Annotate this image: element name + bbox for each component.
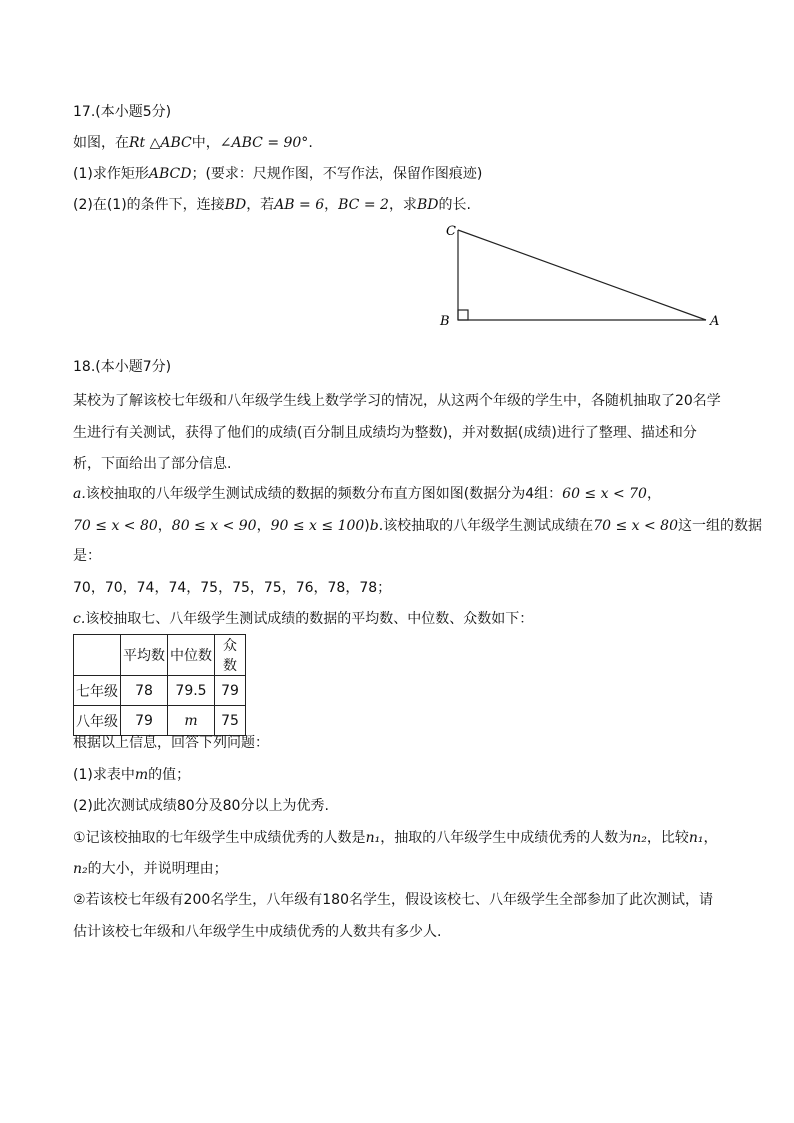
q18-sub2-line2: 估计该校七年级和八年级学生中成绩优秀的人数共有多少人. [73, 924, 442, 940]
table-header-cell: 中位数 [168, 635, 215, 676]
table-header-row [74, 635, 246, 676]
label-a: A [710, 314, 720, 329]
q17-part2-text: (2)在(1)的条件下，连接 [73, 197, 225, 213]
q18-b-cont: 是： [73, 548, 101, 564]
side-ca [458, 230, 706, 320]
q18-intro-line3: 析，下面给出了部分信息. [73, 456, 232, 472]
right-triangle-figure [430, 218, 730, 336]
q17-stem-math-angle: ∠ABC = 90° [219, 135, 309, 151]
q18-a-sep2: ， [256, 518, 271, 534]
q17-stem-math-triangle: Rt △ABC [129, 135, 192, 151]
q18-info-a-b [73, 516, 762, 536]
q18-intro-line2: 生进行有关测试，获得了他们的成绩(百分制且成绩均为整数)，并对数据(成绩)进行了整理、描述和分 [73, 425, 697, 441]
q18-b-label: b. [369, 518, 384, 534]
q17-stem [73, 133, 313, 153]
q18-part1-text: (1)求表中 [73, 767, 135, 783]
table-cell: 79 [121, 706, 168, 736]
table-header-cell: 平均数 [121, 635, 168, 676]
table-cell: 79.5 [168, 676, 215, 706]
q18-c-text: 该校抽取七、八年级学生测试成绩的数据的平均数、中位数、众数如下： [85, 611, 534, 627]
q18-info-a [73, 484, 661, 504]
q17-part1-math: ABCD [148, 166, 192, 182]
table-header-cell [74, 635, 121, 676]
q18-intro-line1: 某校为了解该校七年级和八年级学生线上数学学习的情况，从这两个年级的学生中，各随机抽取了20名学 [73, 393, 721, 409]
q18-part1 [73, 765, 190, 785]
q18-a-end: ， [646, 486, 661, 502]
q17-part2-math-bd2: BD [416, 197, 439, 213]
q17-part2-math-ab: AB = 6 [274, 197, 325, 213]
q18-sub1-n2b: n₂ [73, 861, 88, 877]
q18-sub1-n2: n₂ [632, 830, 647, 846]
q18-sub1-mid2: ，比较 [646, 830, 689, 846]
q18-part2: (2)此次测试成绩80分及80分以上为优秀. [73, 798, 329, 814]
q18-part1-post: 的值； [148, 767, 191, 783]
q18-a-close: ) [364, 518, 370, 534]
q18-sub1-n1b: n₁ [688, 830, 704, 846]
table-cell: 78 [121, 676, 168, 706]
q18-info-c [73, 609, 533, 629]
right-angle-mark [458, 310, 468, 320]
q18-a-sep1: ， [157, 518, 172, 534]
q18-sub1-text: ①记该校抽取的七年级学生中成绩优秀的人数是 [73, 830, 366, 846]
q18-b-range: 70 ≤ x < 80 [593, 518, 678, 534]
q17-part1 [73, 164, 482, 184]
q17-part2-mid2: ，求 [388, 197, 417, 213]
q17-part2-sep: ， [324, 197, 339, 213]
table-header-cell: 众数 [215, 635, 246, 676]
q17-part2-mid: ，若 [246, 197, 275, 213]
table-cell: 75 [215, 706, 246, 736]
q18-sub1-comma: ， [703, 830, 718, 846]
table-row [74, 676, 246, 706]
q18-b-text: 该校抽取的八年级学生测试成绩在 [383, 518, 594, 534]
q18-sub1-cont [73, 859, 228, 879]
q17-stem-text: 如图，在 [73, 135, 129, 151]
q17-part2-math-bd: BD [224, 197, 247, 213]
q18-sub2-line1: ②若该校七年级有200名学生，八年级有180名学生，假设该校七、八年级学生全部参加了此次测试，请 [73, 892, 713, 908]
q18-sub1-end: 的大小，并说明理由； [87, 861, 228, 877]
q17-stem-text2: 中， [191, 135, 220, 151]
q18-a-text: 该校抽取的八年级学生测试成绩的数据的频数分布直方图如图(数据分为4组： [85, 486, 563, 502]
q18-b-end: 这一组的数据 [677, 518, 762, 534]
table-cell: m [168, 706, 215, 736]
q18-a-range2: 70 ≤ x < 80 [73, 518, 158, 534]
table-cell: 七年级 [74, 676, 121, 706]
q17-part1-post: ；(要求：尺规作图，不写作法，保留作图痕迹) [191, 166, 483, 182]
q18-c-label: c. [73, 611, 86, 627]
q18-a-range4: 90 ≤ x ≤ 100 [270, 518, 365, 534]
q18-a-range3: 80 ≤ x < 90 [171, 518, 257, 534]
label-c: C [446, 224, 456, 239]
table-row [74, 706, 246, 736]
label-b: B [440, 314, 450, 329]
q17-stem-end: . [308, 135, 313, 151]
q17-part1-text: (1)求作矩形 [73, 166, 149, 182]
q18-a-label: a. [73, 486, 86, 502]
q18-sub1-n1: n₁ [365, 830, 381, 846]
q18-sub1 [73, 828, 717, 848]
q17-part2 [73, 195, 471, 215]
q18-b-data: 70，70，74，74，75，75，75，76，78，78； [73, 580, 392, 596]
table-cell: 八年级 [74, 706, 121, 736]
stats-table [73, 634, 246, 736]
q18-sub1-mid: ，抽取的八年级学生中成绩优秀的人数为 [380, 830, 633, 846]
q17-header: 17.(本小题5分) [73, 104, 172, 120]
q18-a-range1: 60 ≤ x < 70 [562, 486, 647, 502]
q17-part2-math-bc: BC = 2 [338, 197, 389, 213]
q18-header: 18.(本小题7分) [73, 359, 172, 375]
q18-question-intro: 根据以上信息，回答下列问题： [73, 735, 269, 751]
table-cell: 79 [215, 676, 246, 706]
q18-part1-math: m [134, 767, 149, 783]
q17-part2-end: 的长. [438, 197, 471, 213]
